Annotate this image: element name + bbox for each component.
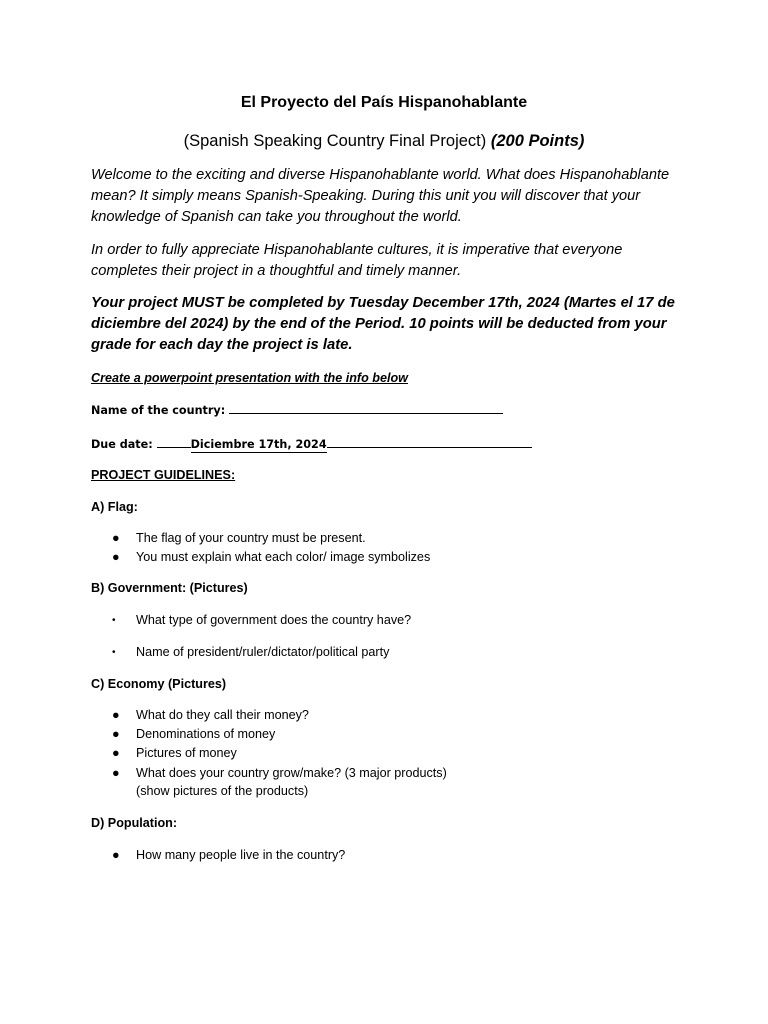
section-heading-economy: C) Economy (Pictures)	[91, 677, 227, 691]
guidelines-heading: PROJECT GUIDELINES:	[91, 468, 236, 482]
country-name-blank	[229, 402, 503, 414]
subtitle-text: (Spanish Speaking Country Final Project)	[183, 132, 487, 150]
appreciate-paragraph: In order to fully appreciate Hispanohablante cultures, it is imperative that everyone completes their project in a thoughtful and timely manner.	[91, 242, 623, 279]
bullet-icon: ●	[112, 531, 120, 545]
due-date-blank-right	[327, 436, 532, 448]
list-item-text: What does your country grow/make? (3 major products)	[136, 766, 447, 780]
country-name-field	[91, 402, 503, 419]
due-date-blank-left	[157, 436, 191, 448]
section-heading-government: B) Government: (Pictures)	[91, 581, 248, 595]
list-item-text: What do they call their money?	[136, 708, 309, 722]
points-label: (200 Points)	[490, 132, 585, 150]
list-item-text: The flag of your country must be present.	[136, 531, 366, 545]
document-subtitle	[0, 130, 768, 152]
bullet-icon: ●	[112, 746, 120, 760]
bullet-icon: •	[112, 615, 116, 626]
list-item-text: Name of president/ruler/dictator/political party	[136, 645, 390, 659]
list-item-text: Pictures of money	[136, 746, 237, 760]
deadline-paragraph: Your project MUST be completed by Tuesday December 17th, 2024 (Martes el 17 de diciembre del 2024) by the end of the Period. 10 points will be deducted from your grade for each day the project is late.	[91, 295, 675, 353]
list-item-text: How many people live in the country?	[136, 848, 346, 862]
bullet-icon: ●	[112, 708, 120, 722]
bullet-icon: ●	[112, 550, 120, 564]
bullet-icon: ●	[112, 766, 120, 780]
section-heading-population: D) Population:	[91, 816, 178, 830]
intro-paragraph: Welcome to the exciting and diverse Hispanohablante world. What does Hispanohablante mean? It simply means Spanish-Speaking. During this unit you will discover that your knowledge of Spanish can take you throughout the world.	[91, 167, 670, 225]
country-name-label: Name of the country:	[91, 404, 230, 417]
bullet-icon: ●	[112, 848, 120, 862]
due-date-value: Diciembre 17th, 2024	[190, 438, 327, 451]
bullet-icon: •	[112, 647, 116, 658]
create-instruction: Create a powerpoint presentation with the info below	[91, 371, 408, 385]
list-item-text: What type of government does the country have?	[136, 613, 412, 627]
section-heading-flag: A) Flag:	[91, 500, 138, 514]
list-item-continuation: (show pictures of the products)	[136, 784, 309, 798]
due-date-field	[91, 436, 532, 453]
bullet-icon: ●	[112, 727, 120, 741]
due-date-label: Due date:	[91, 438, 157, 451]
list-item-text: You must explain what each color/ image symbolizes	[136, 550, 431, 564]
list-item-text: Denominations of money	[136, 727, 276, 741]
document-title: El Proyecto del País Hispanohablante	[240, 94, 528, 111]
